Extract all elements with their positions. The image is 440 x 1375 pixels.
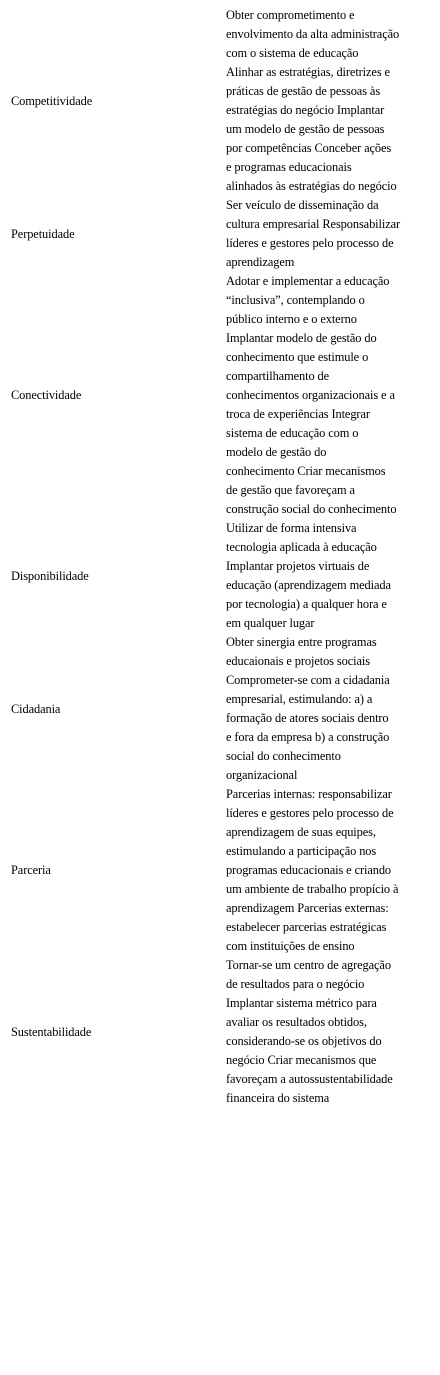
description-line: aprendizagem bbox=[226, 255, 295, 269]
principle-description bbox=[223, 196, 430, 272]
description-line: Parcerias internas: responsabilizar bbox=[226, 787, 392, 801]
description-line: público interno e o externo bbox=[226, 312, 357, 326]
description-line: negócio Criar mecanismos que bbox=[226, 1053, 377, 1067]
description-line: financeira do sistema bbox=[226, 1091, 330, 1105]
description-line: social do conhecimento bbox=[226, 749, 341, 763]
description-line: Alinhar as estratégias, diretrizes e bbox=[226, 65, 390, 79]
description-line: cultura empresarial Responsabilizar bbox=[226, 217, 401, 231]
description-line: programas educacionais e criando bbox=[226, 863, 392, 877]
description-line: e programas educacionais bbox=[226, 160, 352, 174]
description-line: formação de atores sociais dentro bbox=[226, 711, 389, 725]
description-line: um modelo de gestão de pessoas bbox=[226, 122, 385, 136]
description-line: conhecimentos organizacionais e a bbox=[226, 388, 395, 402]
description-line: Ser veículo de disseminação da bbox=[226, 198, 379, 212]
description-line: considerando-se os objetivos do bbox=[226, 1034, 382, 1048]
description-line: Implantar projetos virtuais de bbox=[226, 559, 370, 573]
description-line: e fora da empresa b) a construção bbox=[226, 730, 390, 744]
principle-description bbox=[223, 272, 430, 519]
principles-table bbox=[8, 6, 430, 1108]
principle-name: Sustentabilidade bbox=[11, 1024, 92, 1039]
description-line: modelo de gestão do bbox=[226, 445, 327, 459]
description-line: avaliar os resultados obtidos, bbox=[226, 1015, 367, 1029]
principle-name: Competitividade bbox=[11, 93, 93, 108]
description-line: líderes e gestores pelo processo de bbox=[226, 806, 394, 820]
description-line: sistema de educação com o bbox=[226, 426, 359, 440]
principle-name: Perpetuidade bbox=[11, 226, 75, 241]
table-row bbox=[8, 272, 430, 519]
description-line: organizacional bbox=[226, 768, 298, 782]
description-line: tecnologia aplicada à educação bbox=[226, 540, 377, 554]
principle-description bbox=[223, 519, 430, 633]
description-line: estabelecer parcerias estratégicas bbox=[226, 920, 387, 934]
table-row bbox=[8, 956, 430, 1108]
description-line: de gestão que favoreçam a bbox=[226, 483, 355, 497]
table-row bbox=[8, 633, 430, 785]
description-line: compartilhamento de bbox=[226, 369, 330, 383]
description-line: educaionais e projetos sociais bbox=[226, 654, 370, 668]
principles-table-body bbox=[8, 6, 430, 1108]
description-line: líderes e gestores pelo processo de bbox=[226, 236, 394, 250]
table-row bbox=[8, 196, 430, 272]
description-line: empresarial, estimulando: a) a bbox=[226, 692, 373, 706]
principle-description bbox=[223, 956, 430, 1108]
description-line: estratégias do negócio Implantar bbox=[226, 103, 385, 117]
principle-description bbox=[223, 6, 430, 196]
description-line: “inclusiva”, contemplando o bbox=[226, 293, 365, 307]
description-line: alinhados às estratégias do negócio bbox=[226, 179, 397, 193]
description-line: Implantar sistema métrico para bbox=[226, 996, 377, 1010]
description-line: com o sistema de educação bbox=[226, 46, 359, 60]
description-line: envolvimento da alta administração bbox=[226, 27, 400, 41]
principle-name: Conectividade bbox=[11, 388, 82, 402]
description-line: favoreçam a autossustentabilidade bbox=[226, 1072, 393, 1086]
description-line: educação (aprendizagem mediada bbox=[226, 578, 391, 592]
description-line: um ambiente de trabalho propício à bbox=[226, 882, 399, 896]
description-line: estimulando a participação nos bbox=[226, 844, 377, 858]
description-line: Implantar modelo de gestão do bbox=[226, 331, 377, 345]
description-line: aprendizagem Parcerias externas: bbox=[226, 901, 389, 915]
description-line: Tornar-se um centro de agregação bbox=[226, 958, 391, 972]
principle-name: Cidadania bbox=[11, 701, 61, 716]
description-line: por competências Conceber ações bbox=[226, 141, 392, 155]
description-line: Obter sinergia entre programas bbox=[226, 635, 377, 649]
description-line: conhecimento Criar mecanismos bbox=[226, 464, 386, 478]
description-line: construção social do conhecimento bbox=[226, 502, 397, 516]
description-line: práticas de gestão de pessoas às bbox=[226, 84, 381, 98]
table-row bbox=[8, 785, 430, 956]
description-line: por tecnologia) a qualquer hora e bbox=[226, 597, 387, 611]
description-line: com instituições de ensino bbox=[226, 939, 355, 953]
description-line: Utilizar de forma intensiva bbox=[226, 521, 357, 535]
description-line: conhecimento que estimule o bbox=[226, 350, 369, 364]
principle-description bbox=[223, 633, 430, 785]
principle-name: Disponibilidade bbox=[11, 568, 89, 583]
table-row bbox=[8, 6, 430, 196]
description-line: troca de experiências Integrar bbox=[226, 407, 370, 421]
description-line: Obter comprometimento e bbox=[226, 8, 355, 22]
description-line: em qualquer lugar bbox=[226, 616, 315, 630]
description-line: aprendizagem de suas equipes, bbox=[226, 825, 376, 839]
description-line: Adotar e implementar a educação bbox=[226, 274, 390, 288]
description-line: de resultados para o negócio bbox=[226, 977, 365, 991]
principle-name: Parceria bbox=[11, 863, 51, 877]
description-line: Comprometer-se com a cidadania bbox=[226, 673, 390, 687]
table-row bbox=[8, 519, 430, 633]
principle-description bbox=[223, 785, 430, 956]
